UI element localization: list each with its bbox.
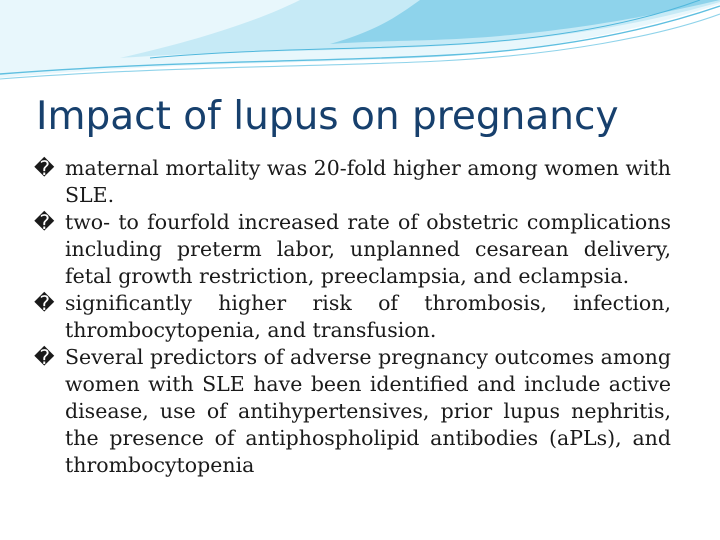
bullet-text: Several predictors of adverse pregnancy outcomes among women with SLE have been identified and include active disease, use of antihypertensives, prior lupus nephritis, the presence of antiphospholipid antibodies (aPLs), and thrombocytopenia	[65, 345, 672, 477]
bullet-text: maternal mortality was 20-fold higher among women with SLE.	[65, 156, 671, 207]
bullet-item	[34, 290, 671, 344]
bullet-marker-icon: �	[34, 156, 55, 180]
slide-title: Impact of lupus on pregnancy	[36, 94, 619, 139]
bullet-marker-icon: �	[34, 291, 55, 315]
bullet-item	[34, 155, 671, 209]
bullet-text: two- to fourfold increased rate of obstetric complications including preterm labor, unplanned cesarean delivery, fetal growth restriction, preeclampsia, and eclampsia.	[65, 210, 671, 288]
bullet-item	[34, 344, 671, 479]
bullet-list	[34, 155, 671, 479]
bullet-marker-icon: �	[34, 345, 55, 369]
bullet-text: significantly higher risk of thrombosis, infection, thrombocytopenia, and transfusion.	[65, 291, 671, 342]
bullet-item	[34, 209, 671, 290]
header-wave-decoration	[0, 0, 720, 90]
bullet-marker-icon: �	[34, 210, 55, 234]
